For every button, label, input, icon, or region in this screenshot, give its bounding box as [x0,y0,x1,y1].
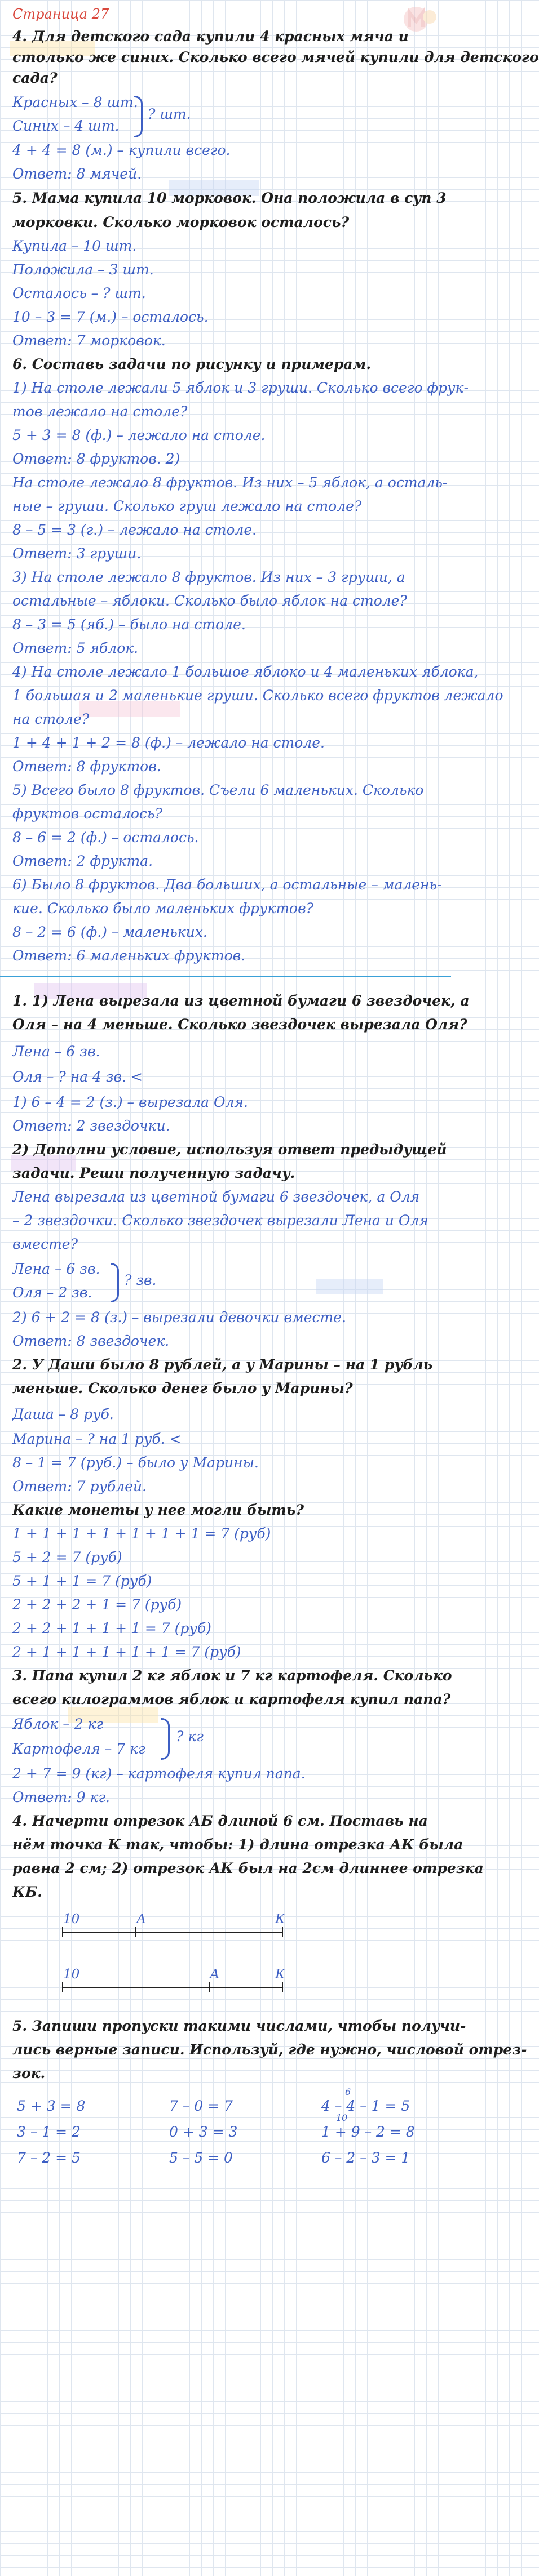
text-line: 5 + 3 = 8 (ф.) – лежало на столе. [12,427,266,443]
text-line: 1) На столе лежали 5 яблок и 3 груши. Сколько всего фрук- [12,380,469,396]
equation-cell: 5 – 5 = 0 [169,2150,233,2166]
text-line: ? кг [176,1728,204,1745]
text-line: Ответ: 7 морковок. [12,332,166,349]
text-line: 2 + 1 + 1 + 1 + 1 + 1 = 7 (руб) [12,1644,241,1660]
text-line: 2 + 2 + 2 + 1 = 7 (руб) [12,1596,182,1613]
text-line: 6. Составь задачи по рисунку и примерам. [12,356,372,372]
text-line: сада? [12,70,58,86]
text-line: 5) Всего было 8 фруктов. Съели 6 маленьких. Сколько [12,782,424,798]
text-line: 10 – 3 = 7 (м.) – осталось. [12,309,209,325]
text-line: 2) 6 + 2 = 8 (з.) – вырезали девочки вместе. [12,1309,346,1325]
text-line: Ответ: 8 фруктов. [12,758,161,775]
text-line: Ответ: 3 груши. [12,545,142,562]
text-line: – 2 звездочки. Сколько звездочек вырезали Лена и Оля [12,1212,428,1229]
point-k-label: А [210,1967,220,1982]
text-line: Оля – на 4 меньше. Сколько звездочек вырезала Оля? [12,1016,467,1033]
equation-cell: 7 – 0 = 7 [169,2098,233,2114]
text-line: Ответ: 8 фруктов. 2) [12,451,180,467]
text-line: всего килограммов яблок и картофеля купил папа? [12,1691,451,1707]
text-line: Какие монеты у нее могли быть? [12,1502,304,1518]
text-line: задачи. Реши полученную задачу. [12,1165,295,1181]
text-line: Ответ: 2 звездочки. [12,1118,170,1134]
text-line: Лена – 6 зв. [12,1043,100,1060]
small-annotation: 6 [345,2086,351,2097]
text-line: 1 + 1 + 1 + 1 + 1 + 1 + 1 = 7 (руб) [12,1525,271,1542]
text-line: 1 большая и 2 маленькие груши. Сколько всего фруктов лежало [12,687,503,704]
text-line: На столе лежало 8 фруктов. Из них – 5 яблок, а осталь- [12,474,448,491]
text-line: 4. Начерти отрезок АБ длиной 6 см. Поставь на [12,1813,428,1829]
text-line: 5 + 2 = 7 (руб) [12,1549,122,1565]
text-line: Яблок – 2 кг [12,1716,104,1732]
page-title: Страница 27 [12,6,109,22]
text-line: столько же синих. Сколько всего мячей купили для детского [12,49,539,65]
text-line: 2 + 2 + 1 + 1 + 1 = 7 (руб) [12,1620,211,1636]
text-line: 2 + 7 = 9 (кг) – картофеля купил папа. [12,1765,306,1782]
text-line: 5. Запиши пропуски такими числами, чтобы получи- [12,2018,466,2034]
text-line: 5. Мама купила 10 морковок. Она положила в суп 3 [12,190,447,206]
text-line: морковки. Сколько морковок осталось? [12,214,350,230]
text-line: тов лежало на столе? [12,403,188,420]
point-b-label: К [275,1912,285,1927]
text-line: Ответ: 2 фрукта. [12,853,153,869]
text-line: Осталось – ? шт. [12,285,146,301]
text-line: Синих – 4 шт. [12,118,120,134]
section-divider [0,976,451,977]
text-line: Ответ: 5 яблок. [12,640,139,656]
text-line: Марина – ? на 1 руб. < [12,1431,182,1447]
text-line: 4) На столе лежало 1 большое яблоко и 4 маленьких яблока, [12,664,479,680]
point-a-label: 10 [63,1967,80,1982]
small-annotation: 10 [336,2112,348,2123]
text-line: остальные – яблоки. Сколько было яблок на столе? [12,593,407,609]
text-line: 3. Папа купил 2 кг яблок и 7 кг картофеля. Сколько [12,1667,452,1684]
text-line: зок. [12,2065,46,2081]
equation-cell: 6 – 2 – 3 = 1 [321,2150,410,2166]
text-line: равна 2 см; 2) отрезок АК был на 2см длиннее отрезка [12,1860,484,1876]
text-line: 5 + 1 + 1 = 7 (руб) [12,1573,152,1589]
equation-cell: 5 + 3 = 8 [17,2098,86,2114]
text-line: 8 – 5 = 3 (г.) – лежало на столе. [12,522,257,538]
text-line: ? шт. [148,106,191,122]
curly-brace [134,96,143,137]
text-line: Картофеля – 7 кг [12,1741,145,1757]
text-line: 4. Для детского сада купили 4 красных мяча и [12,28,409,45]
text-line: 2) Дополни условие, используя ответ предыдущей [12,1141,447,1158]
text-line: лись верные записи. Используй, где нужно, числовой отрез- [12,2041,527,2058]
text-line: на столе? [12,711,90,727]
text-line: 1) 6 – 4 = 2 (з.) – вырезала Оля. [12,1094,248,1110]
text-line: КБ. [12,1884,42,1900]
equation-cell: 7 – 2 = 5 [17,2150,81,2166]
point-k-label: А [136,1912,147,1927]
text-line: Ответ: 7 рублей. [12,1478,147,1494]
text-line: Даша – 8 руб. [12,1406,114,1422]
text-line: 8 – 1 = 7 (руб.) – было у Марины. [12,1454,259,1471]
text-line: Ответ: 8 звездочек. [12,1333,170,1349]
equation-cell: 0 + 3 = 3 [169,2124,238,2140]
text-line: ные – груши. Сколько груш лежало на столе? [12,498,362,514]
text-line: вместе? [12,1236,78,1252]
text-line: Лена вырезала из цветной бумаги 6 звездочек, а Оля [12,1189,420,1205]
text-line: кие. Сколько было маленьких фруктов? [12,900,314,916]
text-line: 3) На столе лежало 8 фруктов. Из них – 3 груши, а [12,569,405,585]
text-line: 8 – 6 = 2 (ф.) – осталось. [12,829,199,846]
text-line: ? зв. [124,1272,157,1288]
text-line: Ответ: 9 кг. [12,1789,110,1805]
curly-brace [161,1718,170,1760]
curly-brace [111,1263,119,1302]
equation-cell: 1 + 9 – 2 = 8 [321,2124,415,2140]
text-line: 1 + 4 + 1 + 2 = 8 (ф.) – лежало на столе. [12,735,325,751]
text-line: 6) Было 8 фруктов. Два больших, а остальные – малень- [12,877,442,893]
text-line: Положила – 3 шт. [12,261,154,278]
text-line: Лена – 6 зв. [12,1261,100,1277]
text-line: Оля – 2 зв. [12,1284,92,1301]
text-line: Ответ: 8 мячей. [12,166,142,182]
text-line: 1. 1) Лена вырезала из цветной бумаги 6 звездочек, а [12,993,470,1009]
text-line: 8 – 2 = 6 (ф.) – маленьких. [12,924,207,940]
text-line: нём точка К так, чтобы: 1) длина отрезка АК была [12,1836,463,1853]
equation-cell: 4 – 4 – 1 = 5 [321,2098,410,2114]
point-a-label: 10 [63,1912,80,1927]
text-line: фруктов осталось? [12,806,162,822]
text-line: Купила – 10 шт. [12,238,137,254]
text-line: 4 + 4 = 8 (м.) – купили всего. [12,142,231,158]
text-line: 2. У Даши было 8 рублей, а у Марины – на 1 рубль [12,1356,433,1373]
equation-cell: 3 – 1 = 2 [17,2124,81,2140]
text-line: Ответ: 6 маленьких фруктов. [12,947,246,964]
point-b-label: К [275,1967,285,1982]
text-line: меньше. Сколько денег было у Марины? [12,1380,353,1396]
text-line: 8 – 3 = 5 (яб.) – было на столе. [12,616,246,633]
text-line: Красных – 8 шт. [12,94,138,110]
text-line: Оля – ? на 4 зв. < [12,1069,143,1085]
